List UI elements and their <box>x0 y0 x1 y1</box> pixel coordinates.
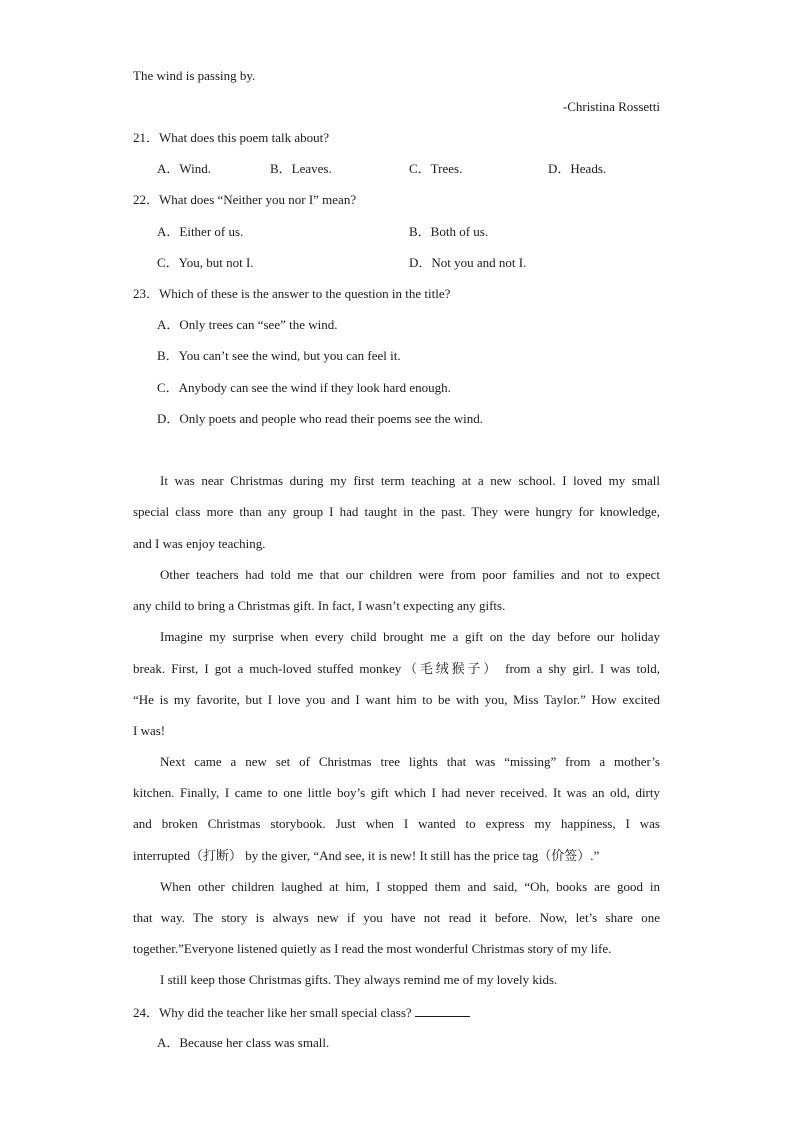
question-number: 21． <box>133 130 160 145</box>
question-23 <box>133 286 450 302</box>
question-stem: Why did the teacher like her small special class? <box>159 1005 412 1020</box>
passage-line: and I was enjoy teaching. <box>133 536 266 551</box>
question-number: 24． <box>133 1005 160 1020</box>
poem-last-line: The wind is passing by. <box>133 68 256 83</box>
passage-line: I was! <box>133 723 166 738</box>
question-stem: What does “Neither you nor I” mean? <box>159 192 357 207</box>
passage-line: that way. The story is always new if you have not read it before. Now, let’s share one <box>133 910 660 925</box>
option-b: B．Leaves. <box>270 161 332 176</box>
passage-line: It was near Christmas during my first term teaching at a new school. I loved my small <box>160 473 660 488</box>
option-a: A．Either of us. <box>157 224 244 239</box>
question-21 <box>133 130 329 146</box>
option-a: A．Because her class was small. <box>157 1035 330 1050</box>
passage-line: I still keep those Christmas gifts. They always remind me of my lovely kids. <box>160 972 558 987</box>
question-number: 23． <box>133 286 160 301</box>
passage-line: When other children laughed at him, I stopped them and said, “Oh, books are good in <box>160 879 660 894</box>
answer-blank <box>415 1004 470 1017</box>
passage-line: any child to bring a Christmas gift. In fact, I wasn’t expecting any gifts. <box>133 598 506 613</box>
passage-line: together.”Everyone listened quietly as I read the most wonderful Christmas story of my life. <box>133 941 612 956</box>
question-stem: What does this poem talk about? <box>159 130 330 145</box>
option-d: D．Only poets and people who read their poems see the wind. <box>157 411 484 426</box>
passage-line: Other teachers had told me that our children were from poor families and not to expect <box>160 567 660 582</box>
question-24 <box>133 1004 470 1021</box>
passage-line: special class more than any group I had taught in the past. They were hungry for knowledge, <box>133 504 660 519</box>
option-d: D．Heads. <box>548 161 607 176</box>
question-number: 22． <box>133 192 160 207</box>
option-a: A．Wind. <box>157 161 211 176</box>
option-b: B．Both of us. <box>409 224 489 239</box>
passage-line: and broken Christmas storybook. Just when I wanted to express my happiness, I was <box>133 816 660 831</box>
passage-line: Next came a new set of Christmas tree lights that was “missing” from a mother’s <box>160 754 660 769</box>
question-22 <box>133 192 356 208</box>
option-c: C．You, but not I. <box>157 255 254 270</box>
passage-line: interrupted（打断） by the giver, “And see, it is new! It still has the price tag（价签）.” <box>133 848 600 863</box>
poem-author: -Christina Rossetti <box>562 99 660 114</box>
passage-line: “He is my favorite, but I love you and I want him to be with you, Miss Taylor.” How excited <box>133 692 660 707</box>
option-d: D．Not you and not I. <box>409 255 527 270</box>
passage-line: break. First, I got a much-loved stuffed monkey（毛绒猴子） from a shy girl. I was told, <box>133 661 660 676</box>
option-b: B．You can’t see the wind, but you can feel it. <box>157 348 401 363</box>
option-a: A．Only trees can “see” the wind. <box>157 317 338 332</box>
passage-line: Imagine my surprise when every child brought me a gift on the day before our holiday <box>160 629 660 644</box>
option-c: C．Trees. <box>409 161 463 176</box>
passage-line: kitchen. Finally, I came to one little boy’s gift which I had never received. It was an old, dirty <box>133 785 660 800</box>
question-stem: Which of these is the answer to the question in the title? <box>159 286 451 301</box>
option-c: C．Anybody can see the wind if they look hard enough. <box>157 380 451 395</box>
